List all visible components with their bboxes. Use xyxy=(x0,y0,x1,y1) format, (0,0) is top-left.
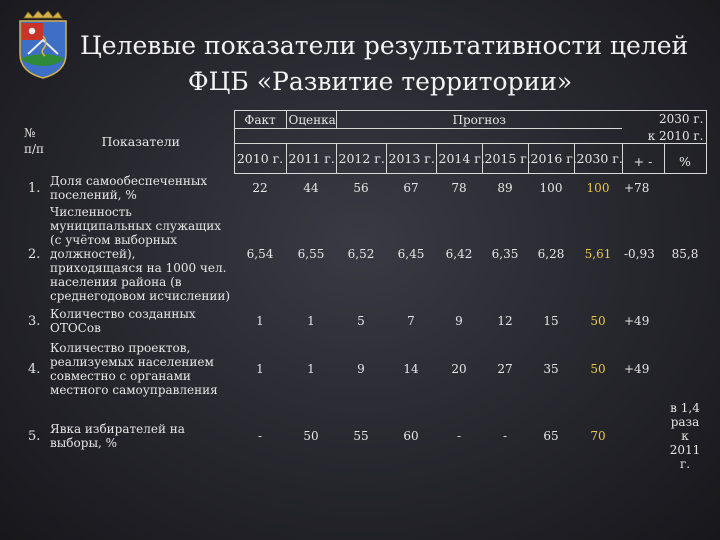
row-index: 1. xyxy=(28,180,41,196)
value-cell: 100 xyxy=(539,181,563,196)
value-cell-2030: 50 xyxy=(590,314,606,328)
row-indicator: Явка избирателей на выборы, % xyxy=(50,422,185,450)
value-cell: 1 xyxy=(307,362,315,376)
value-cell: 9 xyxy=(455,314,463,328)
percent-header: % xyxy=(664,143,706,173)
value-cell: 55 xyxy=(353,429,369,443)
value-cell: 6,52 xyxy=(347,247,375,261)
value-cell: 1 xyxy=(256,314,264,328)
value-cell: 78 xyxy=(451,181,467,196)
change-header: 2030 г. xyxy=(622,111,706,129)
col-num-header: № п/п xyxy=(24,125,45,156)
value-cell: 9 xyxy=(357,362,365,376)
forecast-header: Прогноз xyxy=(336,111,622,129)
value-cell: - xyxy=(257,429,263,443)
change-percent: 85,8 xyxy=(671,247,699,261)
col-indicator-header: Показатели xyxy=(101,134,181,150)
value-cell-2030: 5,61 xyxy=(584,247,612,261)
row-index: 4. xyxy=(28,361,41,377)
year-2015: 2015 г. xyxy=(482,143,528,173)
estimate-header: Оценка xyxy=(286,111,336,129)
value-cell: 14 xyxy=(403,362,419,376)
coat-of-arms-icon xyxy=(14,10,72,80)
year-2013: 2013 г. xyxy=(386,143,436,173)
value-cell: 6,55 xyxy=(297,247,325,261)
value-cell: 6,35 xyxy=(491,247,519,261)
slide-title xyxy=(80,28,689,100)
header-group-row xyxy=(22,111,706,129)
value-cell: 12 xyxy=(497,314,513,328)
year-2011: 2011 г. xyxy=(286,143,336,173)
change-percent xyxy=(664,173,706,203)
year-2012: 2012 г. xyxy=(336,143,386,173)
row-indicator: Количество проектов, реализуемых населением совместно с органами местного самоуправления xyxy=(50,341,218,397)
plus-minus-header: + - xyxy=(622,143,664,173)
table-row xyxy=(22,203,706,305)
value-cell: 44 xyxy=(303,181,319,196)
value-cell: 6,54 xyxy=(246,247,274,261)
value-cell: 6,45 xyxy=(397,247,425,261)
row-index: 3. xyxy=(28,313,41,329)
change-percent xyxy=(664,305,706,337)
value-cell: 65 xyxy=(543,429,559,443)
year-2010: 2010 г. xyxy=(234,143,286,173)
value-cell: 6,28 xyxy=(537,247,565,261)
value-cell: 7 xyxy=(407,314,415,328)
value-cell: 35 xyxy=(543,362,559,376)
value-cell: 89 xyxy=(497,181,513,196)
change-plus-minus xyxy=(622,401,664,471)
change-header-line2: к 2010 г. xyxy=(622,129,706,144)
row-indicator: Количество созданных ОТОСов xyxy=(50,307,196,335)
value-cell: 1 xyxy=(256,362,264,376)
table-row xyxy=(22,401,706,471)
value-cell: 15 xyxy=(543,314,559,328)
row-index: 5. xyxy=(28,428,41,444)
change-plus-minus: +78 xyxy=(624,181,650,196)
change-plus-minus: -0,93 xyxy=(624,247,655,261)
value-cell: 56 xyxy=(353,181,369,196)
change-plus-minus: +49 xyxy=(624,362,650,376)
value-cell: - xyxy=(502,429,508,443)
value-cell: 20 xyxy=(451,362,467,376)
year-2016: 2016 г. xyxy=(528,143,574,173)
row-index: 2. xyxy=(28,246,41,262)
value-cell: 67 xyxy=(403,181,419,196)
slide-title-line2: ФЦБ «Развитие территории» xyxy=(187,67,573,96)
row-indicator: Доля самообеспеченных поселений, % xyxy=(50,174,208,202)
change-percent xyxy=(664,337,706,401)
value-cell: 22 xyxy=(252,181,268,196)
change-plus-minus: +49 xyxy=(624,314,650,328)
value-cell: 50 xyxy=(303,429,319,443)
row-indicator: Численность муниципальных служащих (с учётом выборных должностей), приходящаяся на 1000 чел. населения района (в среднегодовом исчислении) xyxy=(50,205,231,303)
value-cell: 5 xyxy=(357,314,365,328)
value-cell: 6,42 xyxy=(445,247,473,261)
table-row xyxy=(22,305,706,337)
value-cell-2030: 100 xyxy=(586,181,610,196)
year-2014: 2014 г. xyxy=(436,143,482,173)
indicators-table xyxy=(22,110,707,471)
year-2030: 2030 г. xyxy=(574,143,622,173)
value-cell: - xyxy=(456,429,462,443)
value-cell: 60 xyxy=(403,429,419,443)
slide-title-line1: Целевые показатели результативности целей xyxy=(80,31,689,60)
change-percent: в 1,4 раза к 2011 г. xyxy=(669,401,701,471)
table-row xyxy=(22,173,706,203)
value-cell-2030: 50 xyxy=(590,362,606,376)
value-cell: 27 xyxy=(497,362,513,376)
table-row xyxy=(22,337,706,401)
fact-header: Факт xyxy=(234,111,286,129)
value-cell-2030: 70 xyxy=(590,429,606,443)
value-cell: 1 xyxy=(307,314,315,328)
